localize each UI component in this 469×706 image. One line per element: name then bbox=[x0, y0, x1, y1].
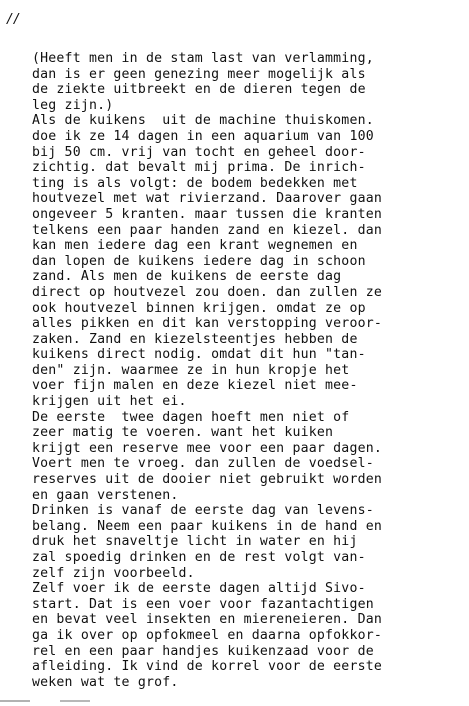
text-line: ga ik over op opfokmeel en daarna opfokkor- bbox=[32, 627, 383, 643]
text-line: druk het snaveltje licht in water en hij bbox=[32, 534, 358, 550]
scan-edge-artifact bbox=[0, 700, 469, 702]
text-line: kan men iedere dag een krant wegnemen en bbox=[32, 238, 358, 254]
text-line: zand. Als men de kuikens de eerste dag bbox=[32, 269, 342, 285]
text-line: Als de kuikens uit de machine thuiskomen. bbox=[32, 113, 374, 129]
text-line: krijgen uit het ei. bbox=[32, 394, 187, 410]
text-line: direct op houtvezel zou doen. dan zullen ze bbox=[32, 284, 383, 300]
text-line: Drinken is vanaf de eerste dag van levens- bbox=[32, 503, 374, 519]
text-line: telkens een paar handen zand en kiezel. dan bbox=[32, 222, 383, 238]
text-line: krijgt een reserve mee voor een paar dagen. bbox=[32, 440, 383, 456]
text-line: Voert men te vroeg. dan zullen de voedsel- bbox=[32, 456, 374, 472]
text-line: leg zijn.) bbox=[32, 97, 114, 113]
text-line: rel en een paar handjes kuikenzaad voor de bbox=[32, 643, 374, 659]
text-line: en bevat veel insekten en miereneieren. Dan bbox=[32, 612, 383, 628]
text-line: zaken. Zand en kiezelsteentjes hebben de bbox=[32, 331, 358, 347]
text-line: voer fijn malen en deze kiezel niet mee- bbox=[32, 378, 358, 394]
text-line: (Heeft men in de stam last van verlamming, bbox=[32, 51, 374, 66]
text-line: den" zijn. waarmee ze in hun kropje het bbox=[32, 362, 350, 378]
text-line: doe ik ze 14 dagen in een aquarium van 100 bbox=[32, 128, 374, 144]
text-line: alles pikken en dit kan verstopping veroor- bbox=[32, 316, 383, 332]
text-line: zichtig. dat bevalt mij prima. De inrich- bbox=[32, 160, 366, 176]
text-line: ting is als volgt: de bodem bedekken met bbox=[32, 175, 358, 191]
text-line: zelf zijn voorbeeld. bbox=[32, 565, 195, 581]
text-line: en gaan verstenen. bbox=[32, 487, 179, 503]
text-line: ook houtvezel binnen krijgen. omdat ze op bbox=[32, 300, 366, 316]
text-line: bij 50 cm. vrij van tocht en geheel door- bbox=[32, 144, 366, 160]
text-line: de ziekte uitbreekt en de dieren tegen de bbox=[32, 82, 366, 98]
body-text bbox=[32, 51, 452, 690]
text-line: belang. Neem een paar kuikens in de hand en bbox=[32, 518, 383, 534]
text-line: dan is er geen genezing meer mogelijk als bbox=[32, 66, 366, 82]
page-marker: // bbox=[6, 12, 20, 27]
text-line: reserves uit de dooier niet gebruikt worden bbox=[32, 472, 383, 488]
text-line: dan lopen de kuikens iedere dag in schoon bbox=[32, 253, 366, 269]
text-line: start. Dat is een voer voor fazantachtigen bbox=[32, 596, 374, 612]
text-line: Zelf voer ik de eerste dagen altijd Sivo- bbox=[32, 581, 366, 597]
text-line: weken wat te grof. bbox=[32, 674, 179, 690]
text-line: zal spoedig drinken en de rest volgt van- bbox=[32, 550, 366, 565]
text-line: houtvezel met wat rivierzand. Daarover gaan bbox=[32, 191, 383, 207]
text-line: ongeveer 5 kranten. maar tussen die kranten bbox=[32, 206, 383, 222]
text-line: afleiding. Ik vind de korrel voor de eerste bbox=[32, 659, 383, 675]
text-line: kuikens direct nodig. omdat dit hun "tan- bbox=[32, 347, 366, 363]
text-line: De eerste twee dagen hoeft men niet of bbox=[32, 409, 350, 425]
text-line: zeer matig te voeren. want het kuiken bbox=[32, 425, 334, 441]
